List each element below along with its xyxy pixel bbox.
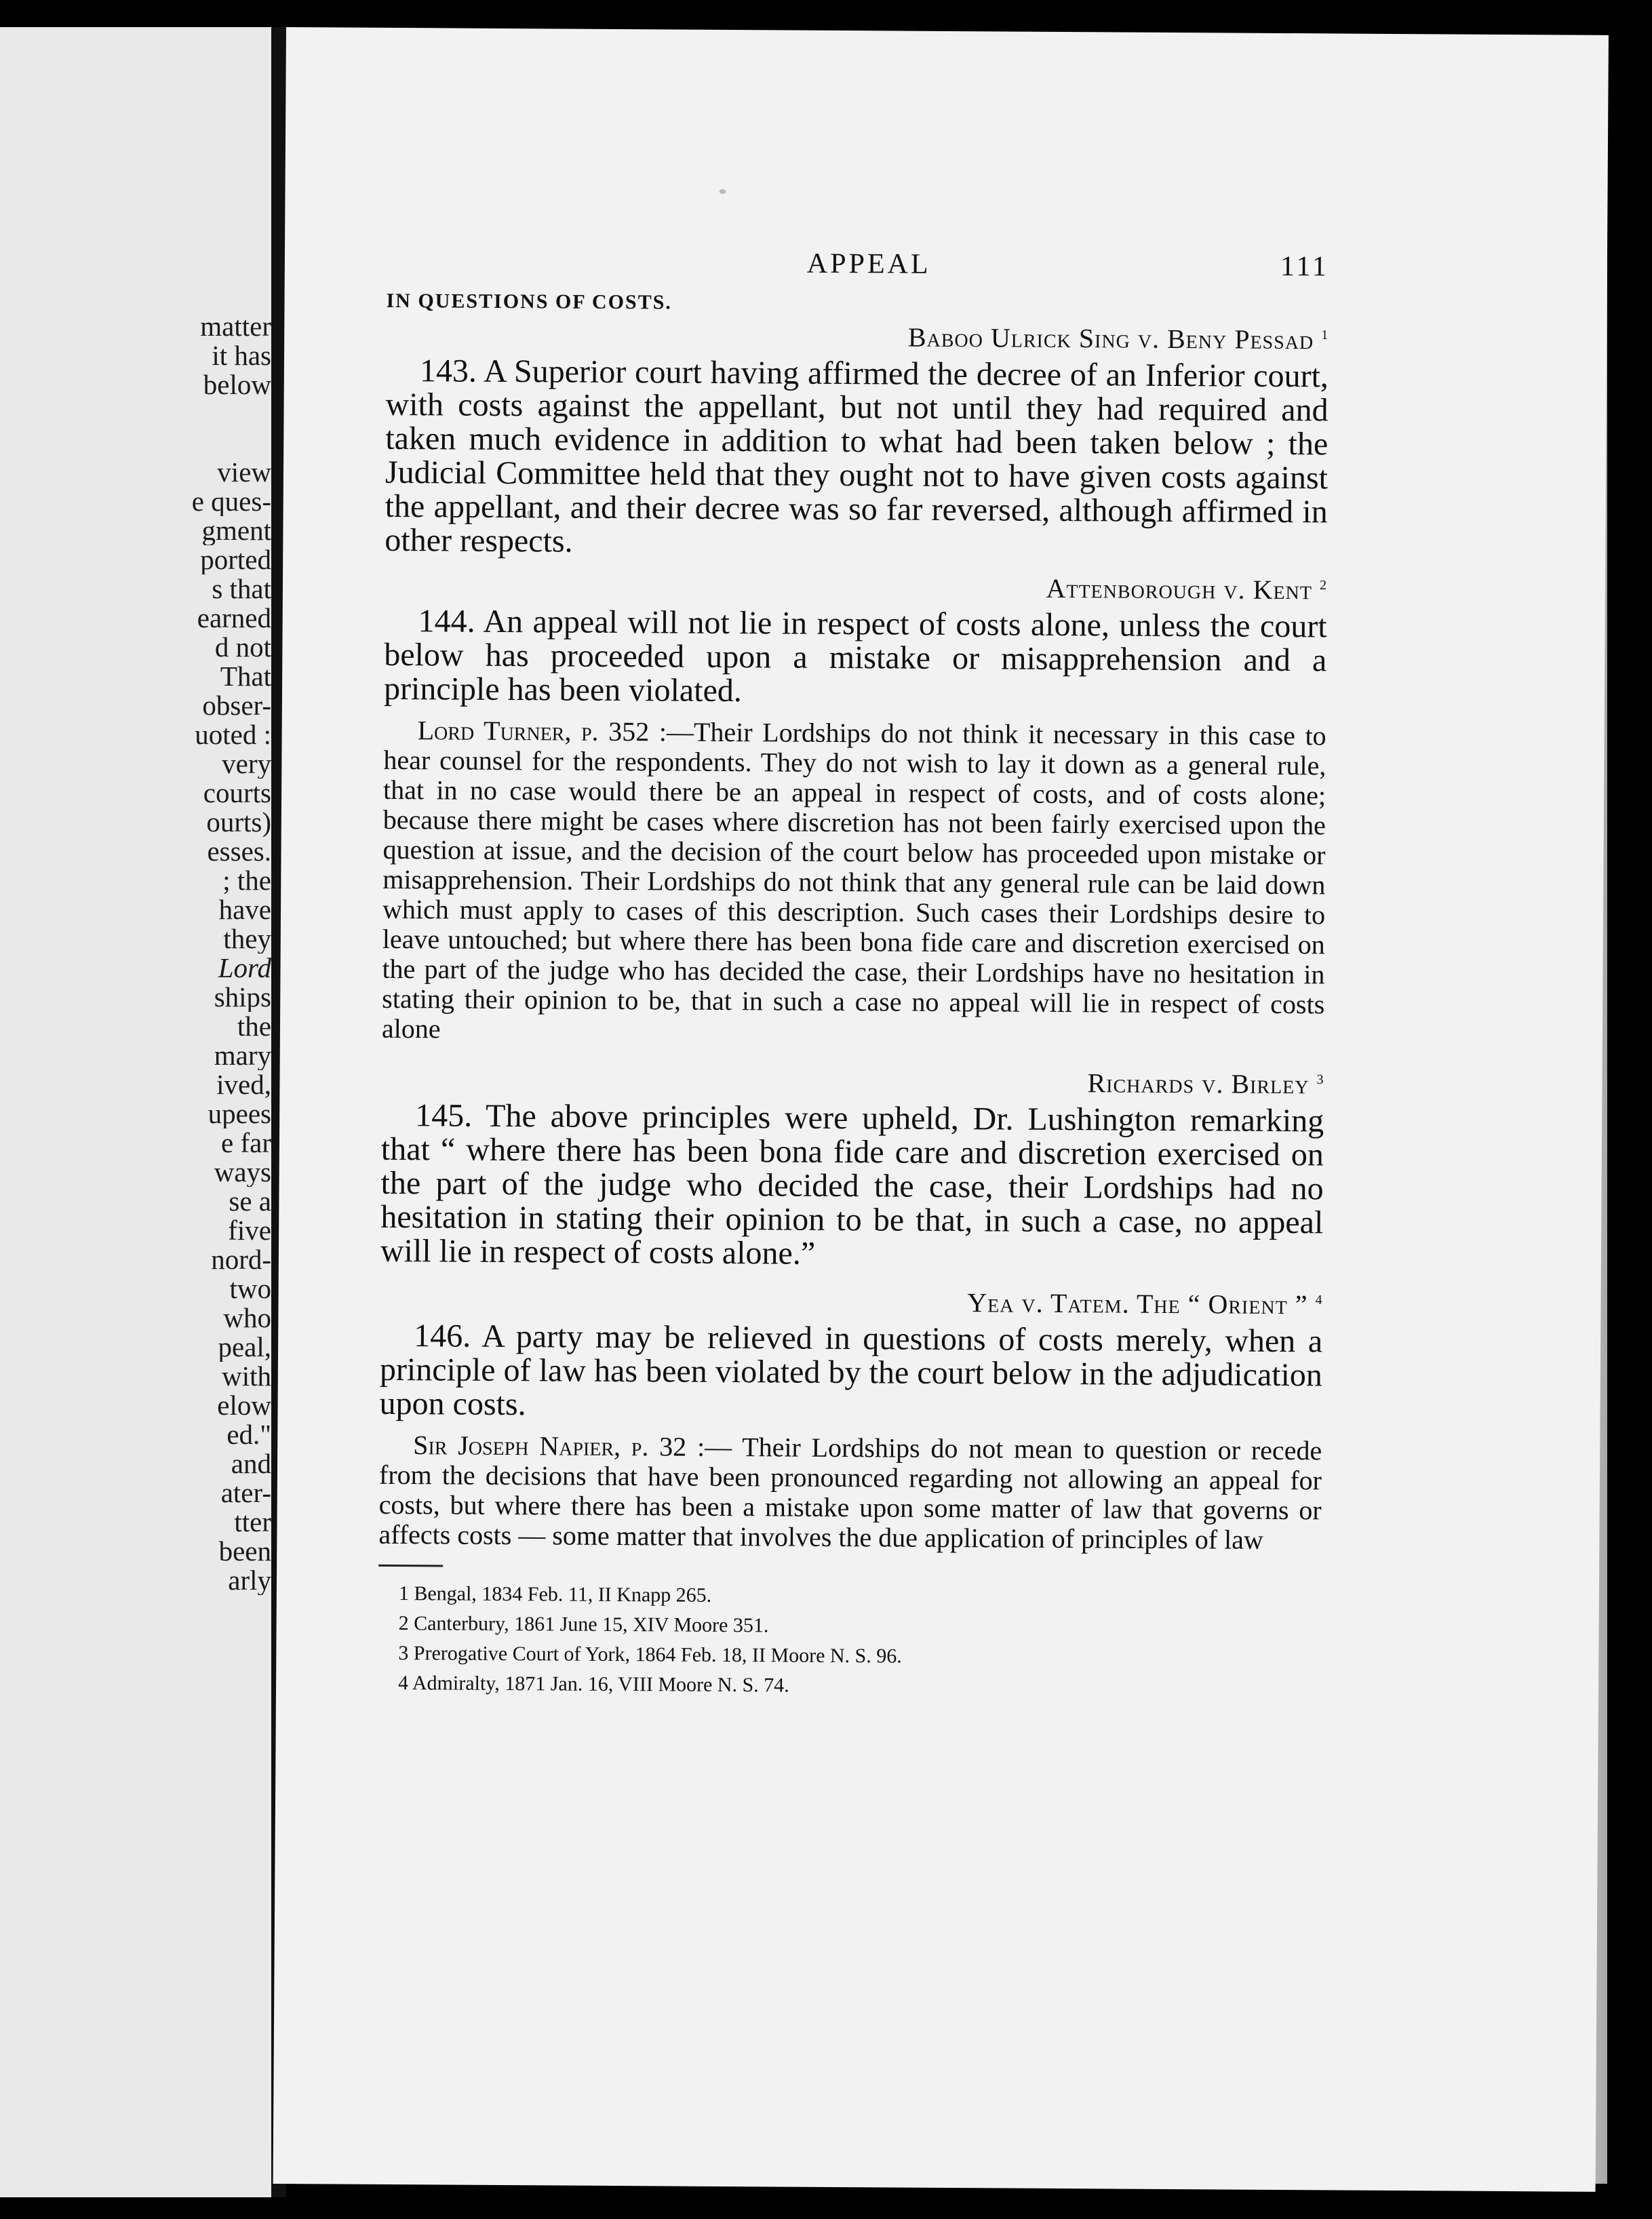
left-page-line: two — [229, 1274, 271, 1303]
left-page-line: ; the — [222, 866, 271, 895]
page-number: 111 — [1280, 250, 1330, 283]
footnote-divider — [378, 1565, 443, 1567]
footnote: 3 Prerogative Court of York, 1864 Feb. 18, II Moore N. S. 96. — [398, 1642, 902, 1668]
running-header — [387, 245, 1329, 291]
footnote-ref: 2 — [1319, 577, 1328, 593]
left-page-line: the — [237, 1012, 271, 1041]
left-page-line: obser- — [202, 691, 271, 720]
left-page — [0, 27, 271, 2197]
left-page-line: upees — [208, 1099, 271, 1128]
left-page-line: very — [222, 749, 271, 779]
left-page-line: s that — [212, 574, 271, 604]
quote-text: — Their Lordships do not mean to question or recede from the decisions that have been pronounced regarding not allowing an appeal for costs, but where there has been a mistake upon some matter of law that governs or affects costs — some matter that involves the due application of principles of law — [378, 1431, 1322, 1555]
left-page-column — [163, 312, 271, 1595]
page-content — [378, 245, 1329, 1704]
footnote-ref: 3 — [1316, 1072, 1324, 1088]
numbered-paragraph: 144. An appeal will not lie in respect of costs alone, unless the court below has proceeded upon a mistake or misapprehension and a principle has been violated. — [383, 603, 1327, 709]
judgment-quote — [378, 1430, 1322, 1555]
left-page-line: mary — [214, 1041, 271, 1070]
left-page-line: peal, — [218, 1333, 271, 1362]
footnote-ref: 4 — [1315, 1292, 1323, 1308]
left-page-line: ived, — [216, 1070, 271, 1099]
left-page-line: tter — [234, 1508, 271, 1537]
left-page-line: with — [222, 1362, 271, 1391]
right-page — [273, 27, 1609, 2192]
left-page-line — [163, 399, 271, 429]
case-citation-text: Yea v. Tatem. The “ Orient ” — [967, 1287, 1308, 1320]
left-page-line: they — [223, 924, 271, 954]
left-page-line — [163, 429, 271, 458]
case-citation-text: Baboo Ulrick Sing v. Beny Pessad — [907, 321, 1314, 355]
quote-speaker: Sir Joseph Napier, p. 32 : — [413, 1430, 705, 1462]
left-page-line: and — [231, 1449, 271, 1478]
footnotes — [378, 1579, 1321, 1704]
running-title: APPEAL — [806, 248, 931, 280]
left-page-line: who — [223, 1303, 271, 1333]
footnote-ref: 1 — [1321, 328, 1329, 343]
left-page-line: se a — [229, 1187, 271, 1216]
case-citation — [380, 1283, 1322, 1320]
left-page-line: earned — [197, 604, 271, 633]
footnote: 4 Admiralty, 1871 Jan. 16, VIII Moore N. S. 74. — [397, 1672, 789, 1697]
left-page-line: view — [217, 458, 271, 487]
left-page-line: matter — [200, 312, 271, 341]
left-page-line: ed." — [227, 1420, 271, 1449]
section-heading: IN QUESTIONS OF COSTS. — [386, 289, 672, 314]
left-page-line: gment — [201, 516, 271, 545]
left-page-line: nord- — [211, 1245, 271, 1274]
left-page-line: below — [203, 370, 271, 399]
quote-text: —Their Lordships do not think it necessary in this case to hear counsel for the respondents. They do not wish to lay it down as a general rule, that in no case would there be an appeal in respect of costs, and of costs alone; because there might be cases where discretion has not been fairly exercised upon the question at issue, and the decision of the court below has proceeded upon mistake or misapprehension. Their Lordships do not think that any general rule can be laid down which must apply to cases of this description. Such cases their Lordships desire to leave untouched; but where there has been bona fide care and discretion exercised on the part of the judge who has decided the case, their Lordships have no hesitation in stating their opinion to be, that in such a case no appeal will lie in respect of costs alone — [381, 716, 1326, 1044]
left-page-line: five — [228, 1216, 271, 1245]
left-page-line: ships — [214, 983, 271, 1012]
left-page-line: That — [220, 662, 271, 691]
left-page-line: d not — [214, 633, 271, 662]
judgment-quote — [382, 715, 1326, 1049]
left-page-line: been — [218, 1537, 271, 1566]
footnote: 2 Canterbury, 1861 June 15, XIV Moore 351. — [398, 1612, 769, 1637]
left-page-line: it has — [212, 341, 271, 370]
case-citation-text: Richards v. Birley — [1087, 1067, 1310, 1100]
left-page-line: ways — [214, 1158, 271, 1187]
left-page-line: elow — [217, 1391, 271, 1420]
left-page-line: ourts) — [206, 808, 271, 837]
left-page-line: e far — [221, 1128, 271, 1158]
case-citation — [386, 318, 1329, 355]
footnote: 1 Bengal, 1834 Feb. 11, II Knapp 265. — [398, 1582, 712, 1607]
left-page-line: e ques- — [191, 487, 271, 516]
quote-speaker: Lord Turner, p. 352 : — [417, 715, 667, 747]
left-page-line: ported — [200, 545, 271, 574]
case-citation-text: Attenborough v. Kent — [1046, 572, 1313, 606]
left-page-line: ater- — [220, 1478, 271, 1508]
left-page-line: Lord — [218, 954, 271, 983]
speck-mark — [720, 189, 726, 194]
left-page-line: esses. — [207, 837, 271, 866]
left-page-line: arly — [228, 1566, 271, 1595]
left-page-line: courts — [203, 779, 271, 808]
numbered-paragraph: 146. A party may be relieved in questions of costs merely, when a principle of law has been violated by the court below in the adjudication upon costs. — [379, 1318, 1323, 1423]
case-citation — [381, 1063, 1324, 1100]
left-page-line: uoted : — [195, 720, 271, 749]
case-citation — [385, 568, 1327, 606]
left-page-line: have — [218, 895, 271, 924]
numbered-paragraph: 145. The above principles were upheld, Dr. Lushington remarking that “ where there has been bona fide care and discretion exercised on the part of the judge who decided the case, their Lordships had no hesitation in stating their opinion to be that, in such a case, no appeal will lie in respect of costs alone.” — [380, 1097, 1324, 1272]
numbered-paragraph: 143. A Superior court having affirmed the decree of an Inferior court, with costs against the appellant, but not until they had required and taken much evidence in addition to what had been taken below ; the Judicial Committee held that they ought not to have given costs against the appellant, and their decree was so far reversed, although affirmed in other respects. — [385, 353, 1329, 559]
